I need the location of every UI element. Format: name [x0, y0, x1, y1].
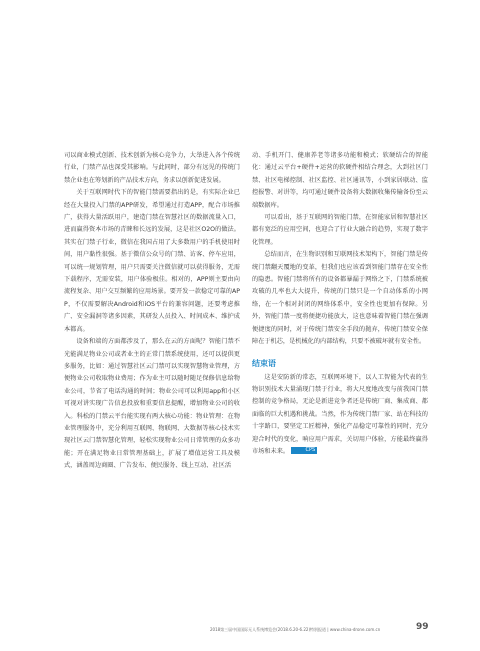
paragraph: 司以商业模式创新、技术创新为核心竞争力，大举进入各个传统行业，门禁产品也深受其影响。与此同时，部分有远见的传统门禁企业也在筹划新的产品技术方向，务求以创新促进发展。 [64, 152, 240, 184]
paragraph: 关于互联网时代下的智能门禁需要指出的是，有实际企业已经在大量投入门禁的APP研发，希望通过打造APP，配合市场推广，获得大量活跃用户，建造门禁在智慧社区的数据流量入口，进而赢得资本市场的青睐和长远的发展，这是社区O2O的做法。其实在门禁子行业，微信在我国占用了大多数用户的手机使用时间，用户黏性很强。基于微信公众号的门禁、访客、停车应用，可以统一规划管理，用户只需要关注微信就可以获得服务，无需下载程序，无需安装，用户体验极佳。相对的，APP则主要由向流程复杂、用户交互频繁的应用场景。要开发一款稳定可靠的APP，不仅需要解决Android和iOS平台的兼容问题，还要考虑推广、安全漏洞等诸多因素，其研发人员投入、时间成本、维护成本都高。 [64, 189, 240, 333]
right-column [252, 150, 428, 458]
paragraph: 设备和端的方面都涉及了，那么在云的方面呢？智能门禁不光能满足物业公司或者业主的正常门禁系统使用，还可以提供更多服务，比如：通过智慧社区云门禁可以实现智慧物业管理，方便物业公司收取物业费用；作为业主可以随时随足保修信息给物业公司，节省了电话沟通的时间；物业公司可以利用app和小区可视对讲实现广告信息投放和重要信息提醒，增加物业公司的收入。科松的门禁云平台能实现有两大核心功能：物业管理：在物业管理服务中，充分利用互联网、物联网、大数据等核心技术实现社区云门禁智慧化管理，轻松实现物业公司日常管理的众多功能；开在满足物业日常管理基础上，扩展了增值运营工具及模式，涵盖周边商圈、广告发布、便民服务、线上互动、社区活 [64, 338, 240, 470]
page-number: 99 [416, 622, 429, 632]
section-heading: 结束语 [252, 358, 276, 368]
paragraph [252, 372, 428, 459]
paragraph: 动、手机开门、健康养老等诸多功能和模式；软硬结合的智能化：通过云平台+硬件+运营的软硬件相结合理念，大到社区门禁、社区电梯控制、社区监控、社区通讯等，小到家居联动、监控报警、对讲等，均可通过硬件设备将大数据收集传输备份至云端数据库。 [252, 152, 428, 209]
paragraph: 总结而言，在生物识别和互联网技术架构下，智能门禁是传统门禁翻天覆地的变革，但我们也应该看到智能门禁存在安全性的隐患。智能门禁将所有的设备都暴漏于网络之下，门禁系统被攻破的几率也大大提升，传统的门禁只是一个自动体系的小网络，在一个相对封闭的网络体系中，安全性也更加有保障。另外，智能门禁一度将便捷功能放大，这也意味着智能门禁在强调便捷度的同时，对于传统门禁安全手段的抛弃，传统门禁安全保障在于机芯，是机械化的内部结构，只要不被破坏就有安全性。 [252, 251, 428, 346]
footer-text: 2018第三届中国国际无人系统博览会(2018.6.20-6.22)特别报道 | www.china-drone.com.cn [210, 627, 381, 632]
end-mark: CPS [291, 447, 317, 454]
left-column [64, 150, 240, 473]
paragraph: 可以看出，基于互联网的智能门禁，在智能家居和智慧社区都有宽泛的应用空间，也迎合了行业大融合的趋势，实现了数字化管理。 [252, 214, 428, 246]
conclusion-text: 这是安防新的常态，互联网环境下，以人工智能为代表的生物识别技术大量涌现门禁于行业，将大尺度地改变与前我国门禁控制的竞争格局，无论是新进竞争者还是传统厂商、集成商、都面临的巨大机遇和挑战。当然，作为传统门禁厂家、站在科技的十字路口，要坚定工匠精神，强化产品稳定可靠性的同时，充分迎合时代的变化，响应用户需求，关切用户体验，方能最终赢得市场和未来。 [252, 373, 428, 455]
